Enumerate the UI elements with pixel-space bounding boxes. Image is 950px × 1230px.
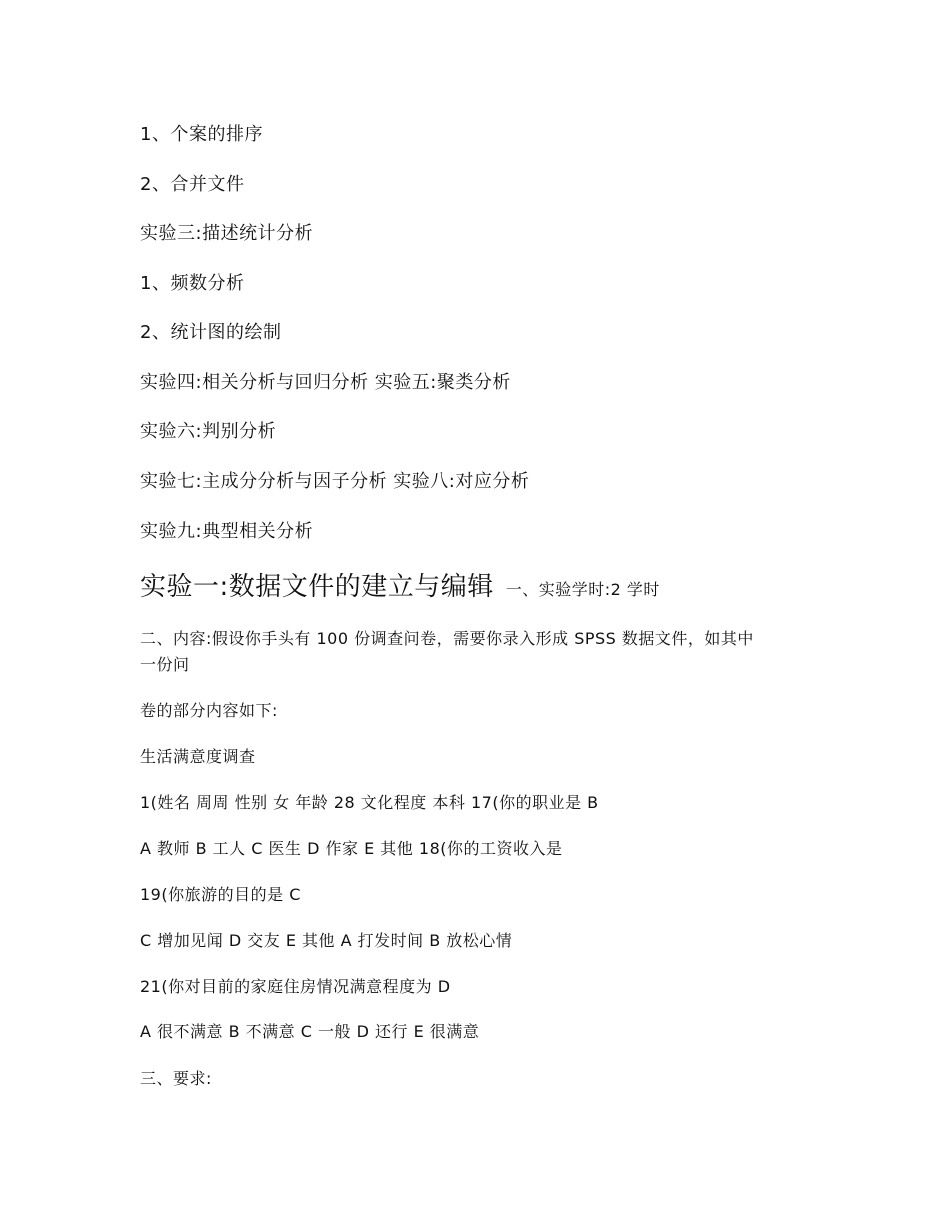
survey-line-2: A 教师 B 工人 C 医生 D 作家 E 其他 18(你的工资收入是 (140, 839, 563, 858)
toc-item-case-sorting: 1、个案的排序 (140, 124, 263, 145)
survey-line-4: C 增加见闻 D 交友 E 其他 A 打发时间 B 放松心情 (140, 931, 513, 950)
toc-item-chart-drawing: 2、统计图的绘制 (140, 322, 282, 343)
toc-item-frequency-analysis: 1、频数分析 (140, 273, 245, 294)
toc-item-experiment-4-5: 实验四:相关分析与回归分析 实验五:聚类分析 (140, 372, 511, 393)
survey-line-6: A 很不满意 B 不满意 C 一般 D 还行 E 很满意 (140, 1022, 480, 1041)
survey-line-3: 19(你旅游的目的是 C (140, 885, 301, 904)
content-intro-line: 卷的部分内容如下: (140, 701, 278, 720)
experiment-title: 实验一:数据文件的建立与编辑 (140, 572, 494, 602)
content-paragraph-continued: 一份问 (140, 655, 190, 674)
survey-line-1: 1(姓名 周周 性别 女 年龄 28 文化程度 本科 17(你的职业是 B (140, 793, 599, 812)
survey-line-5: 21(你对目前的家庭住房情况满意程度为 D (140, 977, 451, 996)
toc-item-merge-files: 2、合并文件 (140, 174, 245, 195)
toc-item-experiment-7-8: 实验七:主成分分析与因子分析 实验八:对应分析 (140, 471, 530, 492)
toc-item-experiment-3: 实验三:描述统计分析 (140, 223, 314, 244)
content-paragraph: 二、内容:假设你手头有 100 份调查问卷，需要你录入形成 SPSS 数据文件，如其中 (140, 629, 754, 648)
experiment-heading (140, 566, 660, 603)
requirements-heading: 三、要求: (140, 1069, 212, 1088)
toc-item-experiment-6: 实验六:判别分析 (140, 421, 277, 442)
experiment-hours: 一、实验学时:2 学时 (505, 580, 660, 599)
survey-title: 生活满意度调查 (140, 747, 256, 766)
toc-item-experiment-9: 实验九:典型相关分析 (140, 521, 314, 542)
